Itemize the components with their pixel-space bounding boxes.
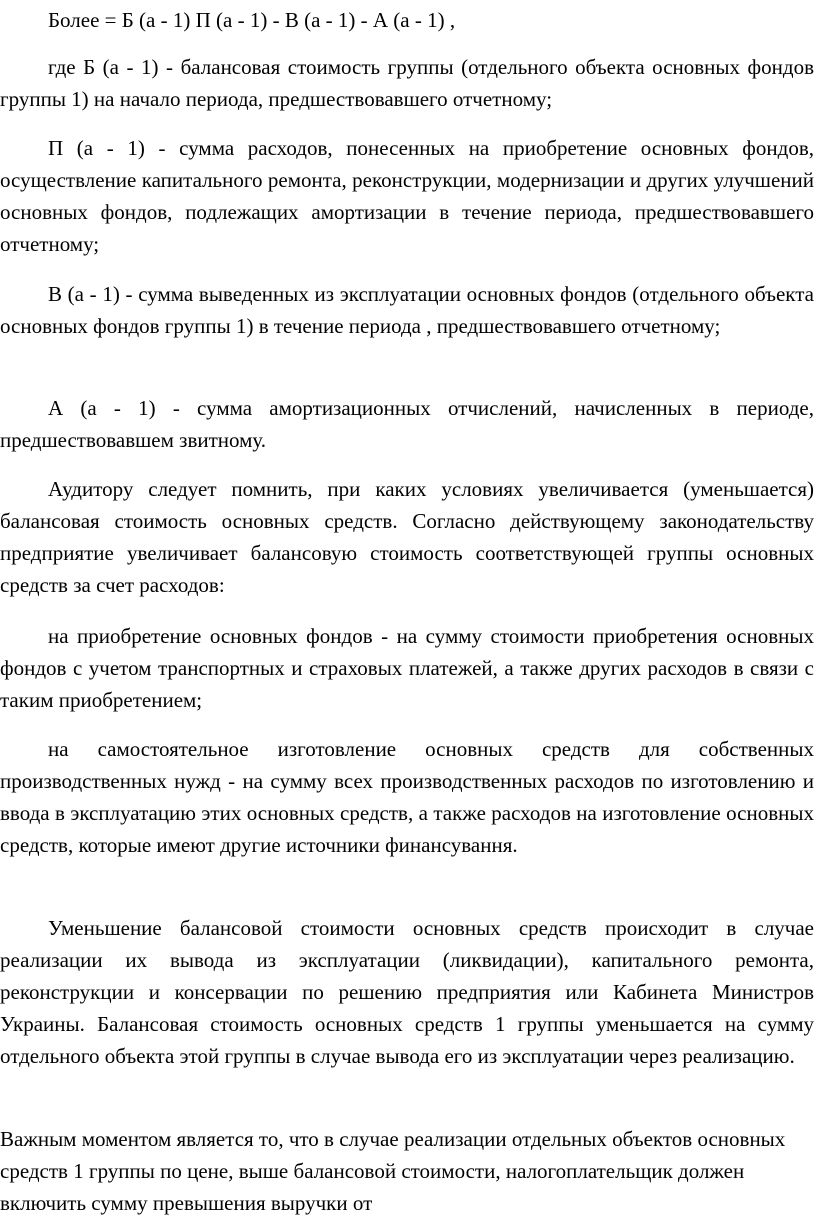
formula-line: Более = Б (а - 1) П (а - 1) - В (а - 1) - А (а - 1) , [48,8,456,32]
paragraph-6: на приобретение основных фондов - на сумму стоимости приобретения основных фондов с учетом транспортных и страховых платежей, а также других расходов в связи с таким приобретением; [0,624,814,712]
paragraph-1: где Б (а - 1) - балансовая стоимость группы (отдельного объекта основных фондов группы 1) на начало периода, предшествовавшего отчетному; [0,55,814,111]
paragraph-4: А (а - 1) - сумма амортизационных отчислений, начисленных в периоде, предшествовавшем звитному. [0,396,814,452]
paragraph-2: П (а - 1) - сумма расходов, понесенных на приобретение основных фондов, осуществление капитального ремонта, реконструкции, модернизации и других улучшений основных фондов, подлежащих амортизации в течение периода, предшествовавшего отчетному; [0,136,814,256]
paragraph-9: Важным моментом является то, что в случае реализации отдельных объектов основных средств 1 группы по цене, выше балансовой стоимости, налогоплательщик должен включить сумму превышения выручки от [0,1127,786,1215]
paragraph-8: Уменьшение балансовой стоимости основных средств происходит в случае реализации их вывода из эксплуатации (ликвидации), капитального ремонта, реконструкции и консервации по решению предприятия или Кабинета Министров Украины. Балансовая стоимость основных средств 1 группы уменьшается на сумму отдельного объекта этой группы в случае вывода его из эксплуатации через реализацию. [0,916,814,1068]
paragraph-3: В (а - 1) - сумма выведенных из эксплуатации основных фондов (отдельного объекта основных фондов группы 1) в течение периода , предшествовавшего отчетному; [0,282,814,338]
paragraph-7: на самостоятельное изготовление основных средств для собственных производственных нужд - на сумму всех производственных расходов по изготовлению и ввода в эксплуатацию этих основных средств, а также расходов на изготовление основных средств, которые имеют другие источники финансування. [0,737,814,857]
paragraph-5: Аудитору следует помнить, при каких условиях увеличивается (уменьшается) балансовая стоимость основных средств. Согласно действующему законодательству предприятие увеличивает балансовую стоимость соответствующей группы основных средств за счет расходов: [0,477,814,597]
